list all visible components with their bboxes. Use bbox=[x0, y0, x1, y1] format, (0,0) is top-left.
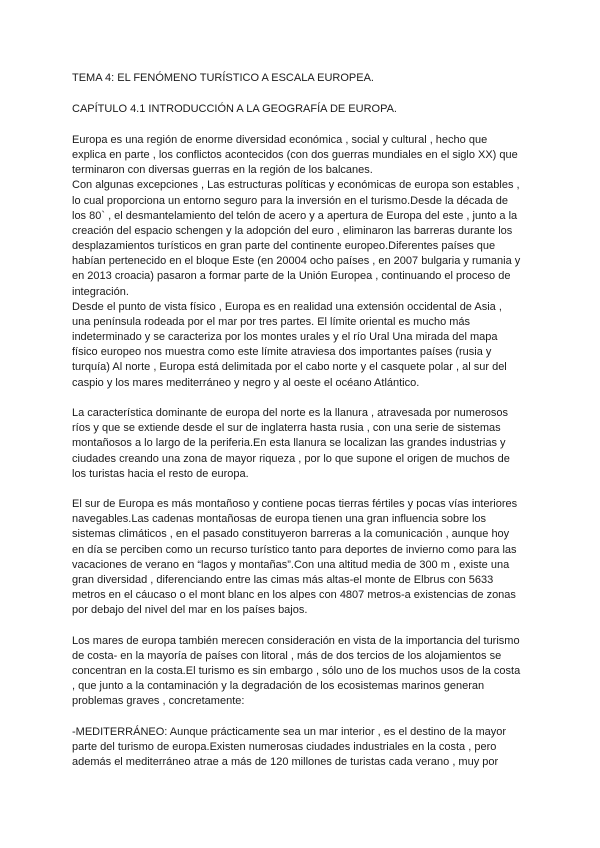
text-line: , que junto a la contaminación y la degradación de los ecosistemas marinos generan bbox=[72, 680, 485, 692]
text-line: explica en parte , los conflictos acontecidos (con dos guerras mundiales en el siglo XX) que bbox=[72, 149, 518, 161]
text-line: por debajo del nivel del mar en los países bajos. bbox=[72, 604, 308, 616]
text-line: en 2013 croacia) pasaron a formar parte de la Unión Europea , continuando el proceso de bbox=[72, 270, 511, 282]
text-line: navegables.Las cadenas montañosas de europa tienen una gran influencia sobre los bbox=[72, 513, 487, 525]
text-line: sistemas climáticos , en el pasado constituyeron barreras a la comunicación , aunque hoy bbox=[72, 528, 510, 540]
document-title: TEMA 4: EL FENÓMENO TURÍSTICO A ESCALA EUROPEA. bbox=[72, 72, 374, 84]
text-line: La característica dominante de europa del norte es la llanura , atravesada por numerosos bbox=[72, 407, 508, 419]
text-line: desplazamientos turísticos en gran parte del continente europeo.Diferentes países que bbox=[72, 240, 496, 252]
text-line: una península rodeada por el mar por tres partes. El límite oriental es mucho más bbox=[72, 316, 471, 328]
text-line: gran diversidad , diferenciando entre las cimas más altas-el monte de Elbrus con 5633 bbox=[72, 574, 494, 586]
text-line: caspio y los mares mediterráneo y negro y al oeste el océano Atlántico. bbox=[72, 377, 420, 389]
text-line: físico europeo nos muestra como este límite atraviesa dos importantes países (rusia y bbox=[72, 346, 492, 358]
text-line: concentran en la costa.El turismo es sin embargo , sólo uno de los muchos usos de la costa bbox=[72, 665, 521, 677]
text-line: terminaron con diversas guerras en la región de los balcanes. bbox=[72, 164, 373, 176]
text-line: ríos y que se extiende desde el sur de inglaterra hasta rusia , con una serie de sistemas bbox=[72, 422, 501, 434]
text-line: habían pertenecido en el bloque Este (en 20004 ocho países , en 2007 bulgaria y rumania y bbox=[72, 255, 521, 267]
text-line: además el mediterráneo atrae a más de 120 millones de turistas cada verano , muy por bbox=[72, 756, 499, 768]
text-line: Los mares de europa también merecen consideración en vista de la importancia del turismo bbox=[72, 635, 520, 647]
text-line: parte del turismo de europa.Existen numerosas ciudades industriales en la costa , pero bbox=[72, 741, 497, 753]
text-line: El sur de Europa es más montañoso y contiene pocas tierras fértiles y pocas vías interiores bbox=[72, 498, 518, 510]
text-line: indeterminado y se caracteriza por los montes urales y el río Ural Una mirada del mapa bbox=[72, 331, 498, 343]
text-line: en día se perciben como un recurso turístico tanto para deportes de invierno como para las bbox=[72, 544, 517, 556]
text-line: Con algunas excepciones , Las estructuras políticas y económicas de europa son estables , bbox=[72, 179, 520, 191]
text-line: lo cual proporciona un entorno seguro para la inversión en el turismo.Desde la década de bbox=[72, 195, 508, 207]
text-line: vacaciones de verano en “lagos y montañas”.Con una altitud media de 300 m , existe una bbox=[72, 559, 510, 571]
text-line: Europa es una región de enorme diversidad económica , social y cultural , hecho que bbox=[72, 134, 488, 146]
text-line: los 80` , el desmantelamiento del telón de acero y a apertura de Europa del este , junto a la bbox=[72, 210, 518, 222]
text-line: montañosos a lo largo de la periferia.En esta llanura se localizan las grandes industrias y bbox=[72, 437, 506, 449]
text-line: integración. bbox=[72, 286, 129, 298]
text-line: Desde el punto de vista físico , Europa es en realidad una extensión occidental de Asia , bbox=[72, 301, 502, 313]
text-line: ciudades creando una zona de mayor riqueza , por lo que supone el origen de muchos de bbox=[72, 453, 510, 465]
text-line: creación del espacio schengen y la adopción del euro , eliminaron las barreras durante los bbox=[72, 225, 513, 237]
text-line: de costa- en la mayoría de países con litoral , más de dos tercios de los alojamientos se bbox=[72, 650, 502, 662]
text-line: problemas graves , concretamente: bbox=[72, 695, 245, 707]
text-line: -MEDITERRÁNEO: Aunque prácticamente sea un mar interior , es el destino de la mayor bbox=[72, 726, 507, 738]
text-line: los turistas hacia el resto de europa. bbox=[72, 468, 249, 480]
chapter-heading: CAPÍTULO 4.1 INTRODUCCIÓN A LA GEOGRAFÍA DE EUROPA. bbox=[72, 103, 397, 115]
text-line: turquía) Al norte , Europa está delimitada por el cabo norte y el casquete polar , al sur del bbox=[72, 361, 507, 373]
text-line: metros en el cáucaso o el mont blanc en los alpes con 4807 metros-a existencias de zonas bbox=[72, 589, 516, 601]
